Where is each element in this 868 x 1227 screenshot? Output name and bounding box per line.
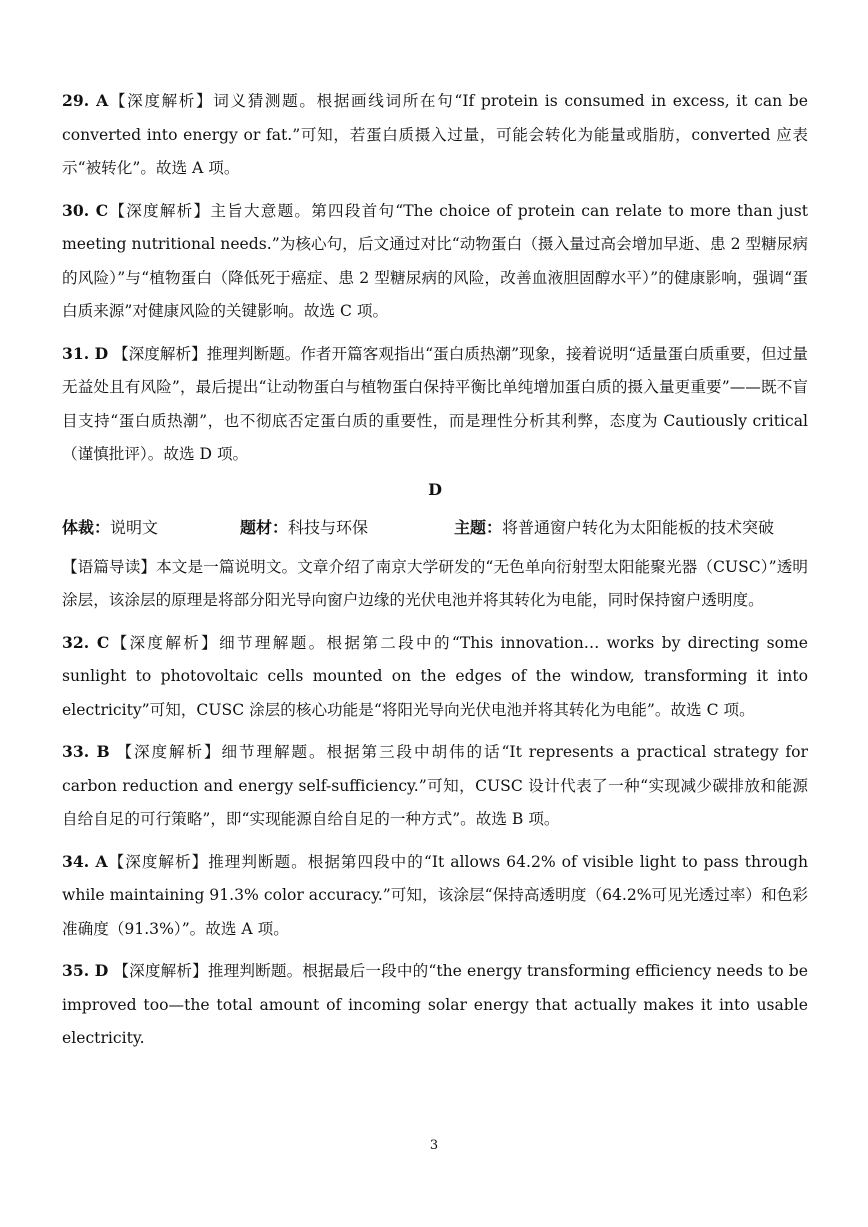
answer-32: 32. C【深度解析】细节理解题。根据第二段中的“This innovation… works by directing some sunlight to photovoltaic cells mounted on the edges of the window, transforming it into electricity”可知，CUSC 涂层的核心功能是“将阳光导向光伏电池并将其转化为电能”。故选 C 项。 xyxy=(62,632,808,719)
document-body xyxy=(62,84,808,1064)
passage-intro: 【语篇导读】本文是一篇说明文。文章介绍了南京大学研发的“无色单向衍射型太阳能聚光器（CUSC）”透明涂层，该涂层的原理是将部分阳光导向窗户边缘的光伏电池并将其转化为电能，同时保持窗户透明度。 xyxy=(62,557,808,609)
answer-34: 34. A【深度解析】推理判断题。根据第四段中的“It allows 64.2% of visible light to pass through while maintaining 91.3% color accuracy.”可知，该涂层“保持高透明度（64.2%可见光透过率）和色彩准确度（91.3%）”。故选 A 项。 xyxy=(62,851,808,938)
section-heading: D xyxy=(428,479,442,499)
answer-33: 33. B 【深度解析】细节理解题。根据第三段中胡伟的话“It represents a practical strategy for carbon reduction and energy self-sufficiency.”可知，CUSC 设计代表了一种“实现减少碳排放和能源自给自足的可行策略”，即“实现能源自给自足的一种方式”。故选 B 项。 xyxy=(62,742,808,828)
topic: 题材：科技与环保 xyxy=(240,517,369,537)
answer-35: 35. D 【深度解析】推理判断题。根据最后一段中的“the energy transforming efficiency needs to be improved too—the total amount of incoming solar energy that actually makes it into usable electricity. xyxy=(62,961,808,1047)
genre: 体裁：说明文 xyxy=(62,517,159,537)
page-number: 3 xyxy=(429,1138,439,1153)
answer-29: 29. A【深度解析】词义猜测题。根据画线词所在句“If protein is consumed in excess, it can be converted into energy or fat.”可知，若蛋白质摄入过量，可能会转化为能量或脂肪，converted 应表示“被转化”。故选 A 项。 xyxy=(62,91,808,177)
passage-meta xyxy=(62,511,808,545)
answer-31: 31. D 【深度解析】推理判断题。作者开篇客观指出“蛋白质热潮”现象，接着说明“适量蛋白质重要，但过量无益处且有风险”，最后提出“让动物蛋白与植物蛋白保持平衡比单纯增加蛋白质的摄入量更重要”——既不盲目支持“蛋白质热潮”，也不彻底否定蛋白质的重要性，而是理性分析其利弊，态度为 Cautiously critical（谨慎批评）。故选 D 项。 xyxy=(62,343,808,463)
theme: 主题：将普通窗户转化为太阳能板的技术突破 xyxy=(454,517,775,537)
answer-30: 30. C【深度解析】主旨大意题。第四段首句“The choice of protein can relate to more than just meeting nutritional needs.”为核心句，后文通过对比“动物蛋白（摄入量过高会增加早逝、患 2 型糖尿病的风险）”与“植物蛋白（降低死于癌症、患 2 型糖尿病的风险，改善血液胆固醇水平）”的健康影响，强调“蛋白质来源”对健康风险的关键影响。故选 C 项。 xyxy=(62,200,808,320)
